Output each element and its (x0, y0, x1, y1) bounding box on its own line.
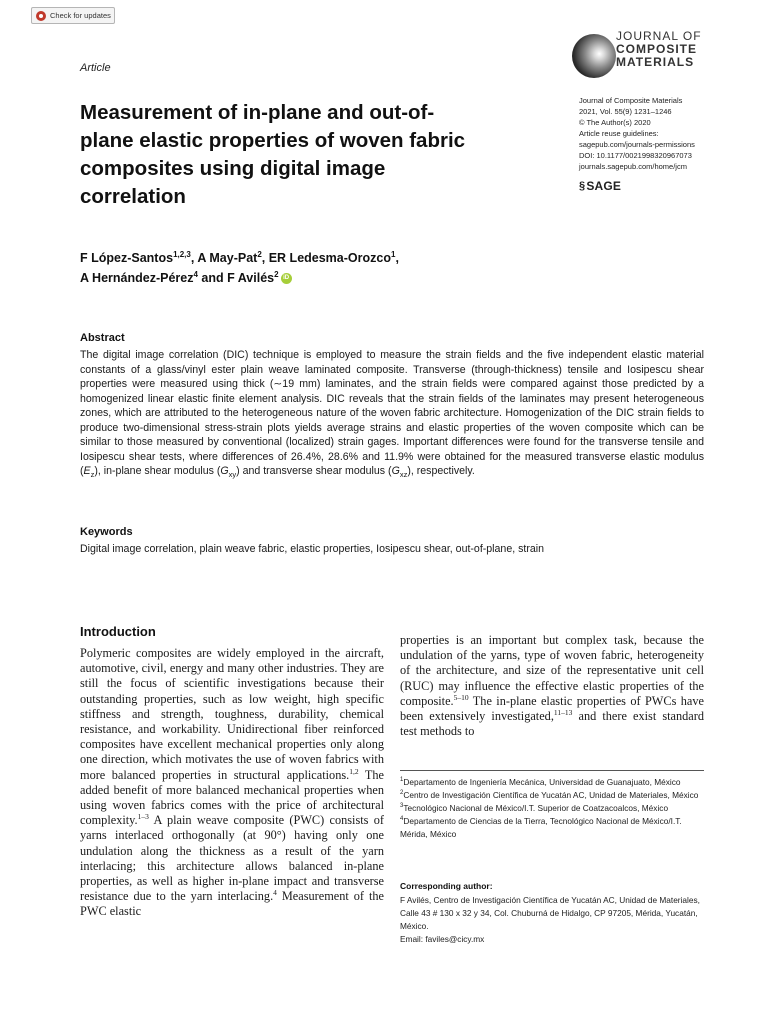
corresponding-author-address: F Avilés, Centro de Investigación Científica de Yucatán AC, Unidad de Materiales, Calle 43 # 130 x 32 y 34, Col. Chuburná de Hidalgo, CP 97205, Mérida, Yucatán, México. (400, 895, 700, 931)
body-text: A plain weave composite (PWC) consists of yarns interlaced orthogonally (at 90°) having only one undulation along the thickness as a result of the yarn interlacing; this architecture allows balanced in-plane properties, as well as higher in-plane impact and transverse resistance due to the yarn interlacing. (80, 813, 384, 904)
footnote-divider (400, 770, 704, 771)
footnote-number: 3 (400, 803, 404, 810)
footnote-item (400, 802, 704, 815)
author-name: A May-Pat (197, 251, 258, 265)
corresponding-author-email[interactable]: Email: faviles@cicy.mx (400, 934, 485, 944)
journal-name-line-1: JOURNAL OF (616, 29, 702, 43)
journal-metadata (579, 95, 695, 172)
journal-name-line-3: MATERIALS (616, 55, 695, 69)
journal-name-line-2: COMPOSITE (616, 42, 698, 56)
footnote-number: 4 (400, 816, 404, 823)
author-affiliation: 2 (257, 249, 262, 259)
journal-citation-name: Journal of Composite Materials (579, 96, 683, 105)
citation-ref[interactable]: 4 (273, 888, 277, 898)
affiliation-footnotes (400, 776, 704, 841)
journal-sphere-icon (572, 34, 616, 78)
orcid-icon[interactable]: iD (281, 273, 292, 284)
citation-ref[interactable]: 11–13 (553, 707, 573, 717)
author-separator: , (395, 251, 399, 265)
footnote-text: Centro de Investigación Científica de Yucatán AC, Unidad de Materiales, México (403, 790, 699, 800)
footnote-item (400, 776, 704, 789)
footnote-item (400, 815, 704, 841)
journal-home-link[interactable]: journals.sagepub.com/home/jcm (579, 162, 687, 171)
publisher-name: SAGE (586, 179, 622, 193)
author-list (80, 248, 550, 288)
author-name: F Avilés (227, 271, 275, 285)
author-name: A Hernández-Pérez (80, 271, 194, 285)
introduction-heading: Introduction (80, 624, 156, 639)
math-symbol: G (391, 465, 400, 477)
article-type: Article (80, 62, 111, 74)
abstract-part: ), in-plane shear modulus ( (94, 465, 221, 477)
footnote-text: Tecnológico Nacional de México/I.T. Superior de Coatzacoalcos, México (403, 803, 669, 813)
keywords-text: Digital image correlation, plain weave fabric, elastic properties, Iosipescu shear, out-of-plane, strain (80, 543, 545, 555)
math-subscript: z (90, 470, 95, 480)
author-separator: and (197, 271, 228, 285)
footnote-text: Departamento de Ciencias de la Tierra, Tecnológico Nacional de México/I.T. Mérida, México (400, 816, 682, 839)
math-symbol: G (220, 465, 229, 477)
author-affiliation: 1,2,3 (173, 249, 191, 259)
citation-ref[interactable]: 1–3 (137, 812, 149, 822)
footnote-text: Departamento de Ingeniería Mecánica, Universidad de Guanajuato, México (403, 777, 681, 787)
body-text: and there exist standard test methods to (400, 709, 704, 739)
body-text: properties is an important but complex task, because the undulation of the yarns, type of woven fabric, heterogeneity of the architecture, and size of the representative unit cell (RUC) may influence the effective elastic properties of the composite. (400, 633, 704, 708)
author-affiliation: 1 (390, 249, 396, 259)
keywords-heading: Keywords (80, 526, 133, 538)
author-name: F López-Santos (80, 251, 174, 265)
introduction-column-2 (400, 633, 704, 739)
permissions-link[interactable]: sagepub.com/journals-permissions (579, 140, 695, 149)
citation-ref[interactable]: 5–10 (453, 692, 469, 702)
corresponding-author-heading: Corresponding author: (400, 881, 493, 891)
publisher-logo (579, 179, 621, 193)
footnote-number: 1 (400, 777, 404, 784)
footnote-number: 2 (400, 790, 404, 797)
abstract-heading: Abstract (80, 332, 125, 344)
check-for-updates-label: Check for updates (50, 11, 111, 20)
math-subscript: xy (228, 470, 237, 480)
introduction-column-1 (80, 646, 384, 920)
math-subscript: xz (399, 470, 408, 480)
body-text: The added benefit of more balanced mechanical properties when using woven fabrics comes with the price of architectural complexity. (80, 767, 384, 828)
footnote-item (400, 789, 704, 802)
abstract-part: The digital image correlation (DIC) technique is employed to measure the strain fields and the five independent elastic material constants of a glass/vinyl ester plain weave laminated composite. Transverse (through-thickness) tensile and Iosipescu shear properties were measured using thick (∼19 mm) laminates, and the strain fields were compared against those predicted by a homogenized linear elastic finite element analysis. DIC reveals that the strain fields of the laminates may present heterogeneous zones, which are attributed to the heterogeneous nature of the woven fabric architecture. Homogenization of the DIC strain fields to produce two-dimensional stress-strain plots yields average strains and elastic properties of the woven composite which can be similar to those measured by conventional (localized) strain gages. Important differences were found for the transverse tensile and Iosipescu shear tests, where differences of 26.4%, 28.6% and 11.9% were obtained for the measured transverse elastic modulus ( (80, 349, 704, 477)
abstract-part: ) and transverse shear modulus ( (236, 465, 392, 477)
abstract-text (80, 348, 704, 483)
journal-name (616, 30, 716, 69)
author-separator: , (261, 251, 269, 265)
article-title: Measurement of in-plane and out-of-plane elastic properties of woven fabric composites using digital image correlation (80, 101, 466, 208)
crossmark-icon (36, 11, 46, 21)
copyright: © The Author(s) 2020 (579, 118, 651, 127)
body-text: The in-plane elastic properties of PWCs have been extensively investigated, (400, 693, 704, 724)
math-symbol: E (83, 465, 91, 477)
body-text: Polymeric composites are widely employed in the aircraft, automotive, civil, energy and many other industries. They are still the focus of scientific investigations because their outstanding properties, such as low weight, high specific stiffness and strength, toughness, durability, chemical resistance, and workability. Unidirectional fiber reinforced composites have excellent mechanical properties only along one direction, which motivates the use of woven fabrics with more balanced properties in structural applications. (80, 646, 384, 782)
reuse-guidelines-label: Article reuse guidelines: (579, 129, 659, 138)
citation-ref[interactable]: 1,2 (349, 766, 359, 776)
check-for-updates-button[interactable] (31, 7, 115, 24)
sage-s-icon: § (579, 180, 586, 192)
abstract-part: ), respectively. (407, 465, 475, 477)
doi[interactable]: DOI: 10.1177/0021998320967073 (579, 151, 692, 160)
journal-logo (572, 30, 712, 80)
author-name: ER Ledesma-Orozco (268, 251, 391, 265)
body-text: Measurement of the PWC elastic (80, 889, 384, 919)
author-affiliation: 4 (193, 269, 198, 279)
author-affiliation: 2 (274, 269, 279, 279)
journal-volume: 2021, Vol. 55(9) 1231–1246 (579, 107, 672, 116)
author-separator: , (190, 251, 198, 265)
corresponding-author-details (400, 894, 704, 946)
